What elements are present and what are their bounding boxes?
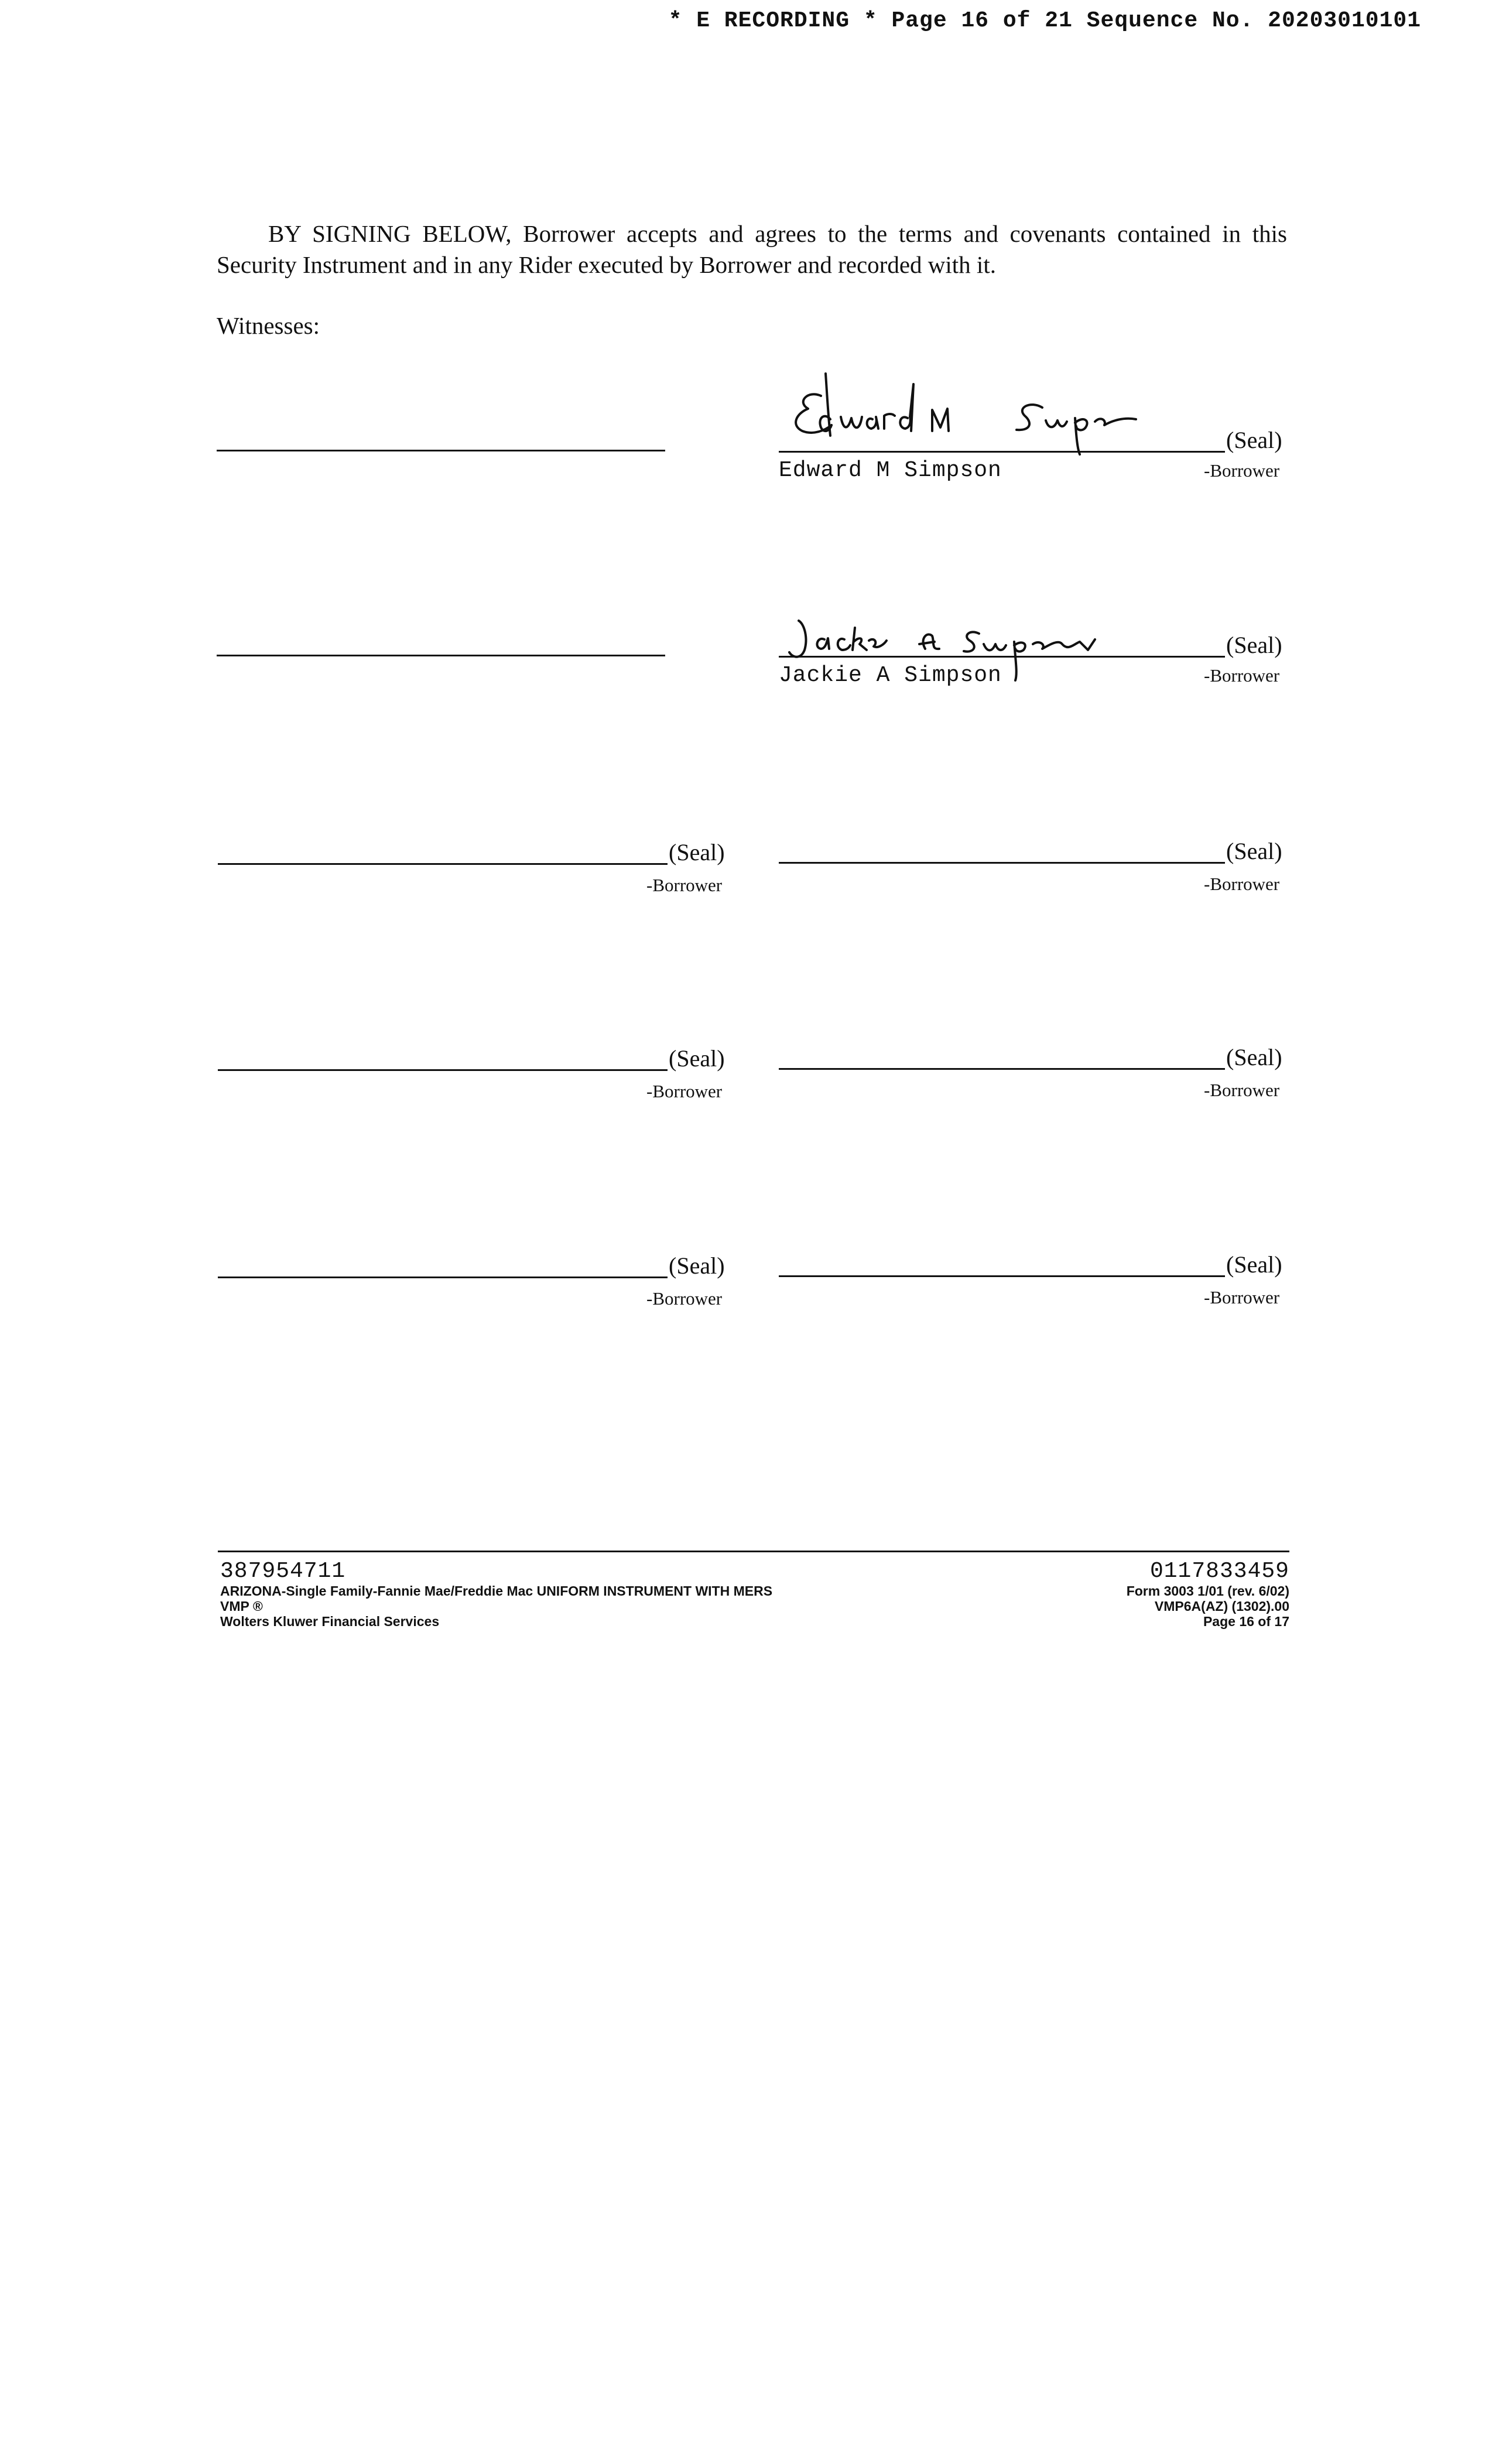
form-number: Form 3003 1/01 (rev. 6/02) <box>1126 1583 1289 1599</box>
form-code: VMP6A(AZ) (1302).00 <box>1154 1599 1289 1614</box>
loan-number: 387954711 <box>220 1559 346 1584</box>
signature-line-jackie <box>779 656 1225 658</box>
witness-line-2 <box>217 655 665 656</box>
witnesses-label: Witnesses: <box>217 312 320 339</box>
vmp-mark: VMP ® <box>220 1599 263 1614</box>
seal-label-blank-1: (Seal) <box>669 839 725 865</box>
borrower-label-blank-1: -Borrower <box>646 875 723 895</box>
footer-left-block <box>220 1560 864 1629</box>
seal-label-blank-4: (Seal) <box>1226 1044 1282 1070</box>
signer-name-jackie: Jackie A Simpson <box>779 663 1002 688</box>
borrower-label-blank-4: -Borrower <box>1204 1080 1280 1100</box>
seal-label-blank-2: (Seal) <box>1226 838 1282 864</box>
document-number: 0117833459 <box>1149 1559 1289 1584</box>
signature-line-blank-2 <box>779 862 1225 864</box>
borrower-label-edward: -Borrower <box>1204 460 1280 481</box>
page-info: Page 16 of 17 <box>1203 1614 1289 1629</box>
seal-label-blank-6: (Seal) <box>1226 1251 1282 1278</box>
signature-line-blank-4 <box>779 1068 1225 1070</box>
footer-rule <box>218 1551 1289 1552</box>
borrower-label-jackie: -Borrower <box>1204 665 1280 686</box>
signing-statement: BY SIGNING BELOW, Borrower accepts and agrees to the terms and covenants contained in this Security Instrument and in any Rider executed by Borrower and recorded with it. <box>217 220 1287 278</box>
signature-line-blank-5 <box>218 1277 668 1278</box>
signer-name-edward: Edward M Simpson <box>779 458 1002 483</box>
witness-line-1 <box>217 450 665 451</box>
borrower-label-blank-2: -Borrower <box>1204 874 1280 894</box>
signature-edward-simpson <box>785 367 1206 460</box>
seal-label-blank-3: (Seal) <box>669 1045 725 1072</box>
signature-line-blank-1 <box>218 863 668 865</box>
footer-right-block <box>938 1560 1289 1629</box>
seal-label-edward: (Seal) <box>1226 427 1282 453</box>
signature-line-blank-3 <box>218 1069 668 1071</box>
borrower-label-blank-6: -Borrower <box>1204 1287 1280 1308</box>
seal-label-blank-5: (Seal) <box>669 1252 725 1279</box>
publisher-name: Wolters Kluwer Financial Services <box>220 1614 440 1629</box>
signature-line-edward <box>779 451 1225 453</box>
signature-line-blank-6 <box>779 1275 1225 1277</box>
borrower-label-blank-5: -Borrower <box>646 1288 723 1309</box>
borrower-label-blank-3: -Borrower <box>646 1081 723 1101</box>
form-title: ARIZONA-Single Family-Fannie Mae/Freddie Mac UNIFORM INSTRUMENT WITH MERS <box>220 1583 773 1599</box>
seal-label-jackie: (Seal) <box>1226 632 1282 658</box>
recording-header: * E RECORDING * Page 16 of 21 Sequence No. 20203010101 <box>668 8 1421 33</box>
